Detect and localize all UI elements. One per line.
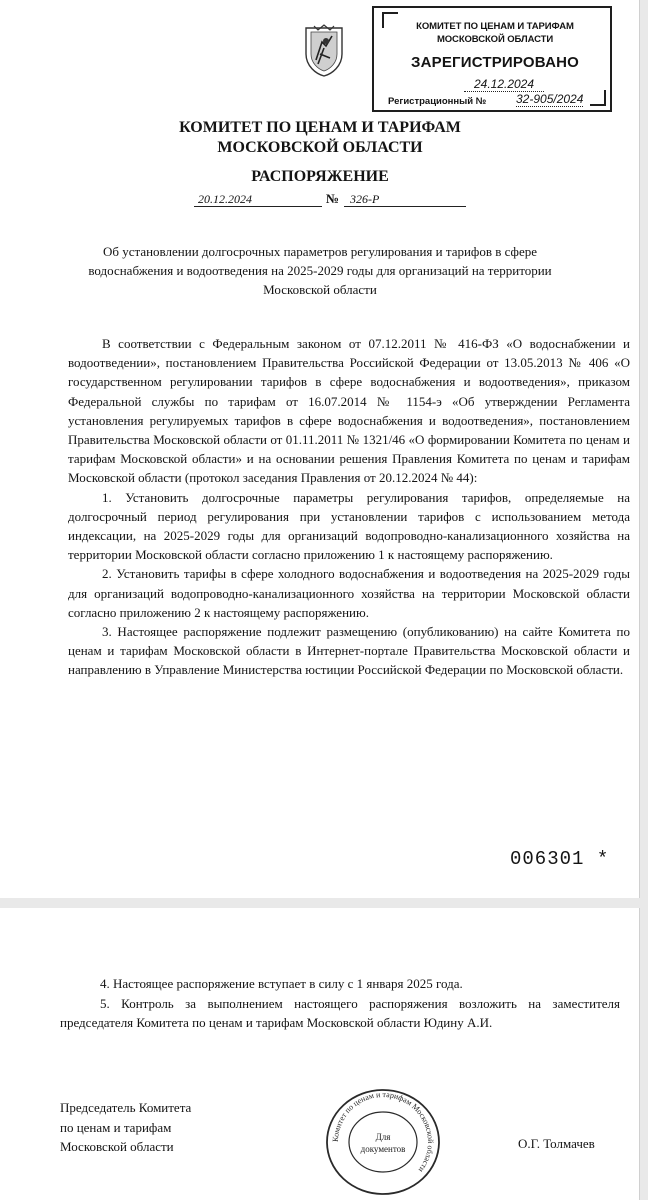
stamp-registered: ЗАРЕГИСТРИРОВАНО [410,54,580,71]
number-underline [344,206,466,207]
signer-title-line-2: по ценам и тарифам [60,1119,172,1135]
document-subject: Об установлении долгосрочных параметров регулирования и тарифов в сфере водоснабжения и водоотведения на 2025-2029 годы для организаций на территории Московской области [88,244,552,297]
item-3-paragraph: 3. Настоящее распоряжение подлежит размещению (опубликованию) на сайте Комитета по ценам и тарифам Московской области в Интернет-портале Правительства Московской области и направлению в Управление Министерства юстиции Российской Федерации по Московской области. [68,624,630,678]
item-2-paragraph: 2. Установить тарифы в сфере холодного водоснабжения и водоотведения на 2025-2029 годы для организаций водопроводно-канализационного хозяйства на территории Московской области согласно приложению 2 к настоящему распоряжению. [68,566,630,620]
form-serial-number: 006301 * [510,848,610,870]
round-seal-icon [318,1082,448,1200]
date-underline [194,206,322,207]
document-body [68,334,630,680]
number-sign: № [326,191,340,206]
registration-stamp [372,6,612,112]
stamp-date: 24.12.2024 [464,78,544,92]
stamp-organization [400,20,590,46]
signer-title [60,1098,191,1157]
document-type: РАСПОРЯЖЕНИЕ [251,168,389,185]
signer-name: О.Г. Толмачев [518,1136,595,1151]
seal-ring-text: Комитет по ценам и тарифам Московской области [330,1089,436,1175]
item-4-paragraph: 4. Настоящее распоряжение вступает в силу с 1 января 2025 года. [100,976,463,991]
stamp-corner [382,12,398,28]
organization-name-line-1: КОМИТЕТ ПО ЦЕНАМ И ТАРИФАМ [179,119,461,136]
stamp-number-label: Регистрационный № [388,96,487,107]
item-5-paragraph: 5. Контроль за выполнением настоящего распоряжения возложить на заместителя председателя Комитета по ценам и тарифам Московской области Юдину А.И. [60,995,620,1030]
stamp-line-1: КОМИТЕТ ПО ЦЕНАМ И ТАРИФАМ [416,21,574,32]
signer-title-line-1: Председатель Комитета [60,1100,192,1115]
document-number: 326-Р [350,192,380,206]
organization-name-line-2: МОСКОВСКОЙ ОБЛАСТИ [217,139,423,156]
stamp-corner [590,90,606,106]
document-body-continued [60,974,620,1033]
stamp-line-2: МОСКОВСКОЙ ОБЛАСТИ [436,34,554,45]
preamble-paragraph: В соответствии с Федеральным законом от 07.12.2011 № 416-ФЗ «О водоснабжении и водоотведении», постановлением Правительства Российской Федерации от 13.05.2013 № 406 «О государственном регулировании тарифов в сфере водоснабжения и водоотведения», приказом Федеральной службы по тарифам от 16.07.2014 № 1154-э «Об утверждении Регламента установления регулируемых тарифов в сфере водоснабжения и водоотведения», постановлением Правительства Московской области от 01.11.2011 № 1321/46 «О формировании Комитета по ценам и тарифам Московской области» и на основании решения Правления Комитета по ценам и тарифам Московской области (протокол заседания Правления от 20.12.2024 № 44): [68,336,630,486]
document-page-2 [0,908,640,1200]
item-1-paragraph: 1. Установить долгосрочные параметры регулирования тарифов, определяемые на долгосрочный период регулирования при установлении тарифов с использованием метода индексации, на 2025-2029 годы для организаций водопроводно-канализационного хозяйства на территории Московской области согласно приложению 1 к настоящему распоряжению. [68,489,630,563]
coat-of-arms-icon [302,24,346,78]
stamp-number: 32-905/2024 [516,92,584,106]
seal-center-line-1: Для [375,1132,391,1142]
document-date: 20.12.2024 [198,192,252,206]
signer-title-line-3: Московской области [60,1139,174,1154]
seal-center-line-2: документов [360,1144,406,1154]
